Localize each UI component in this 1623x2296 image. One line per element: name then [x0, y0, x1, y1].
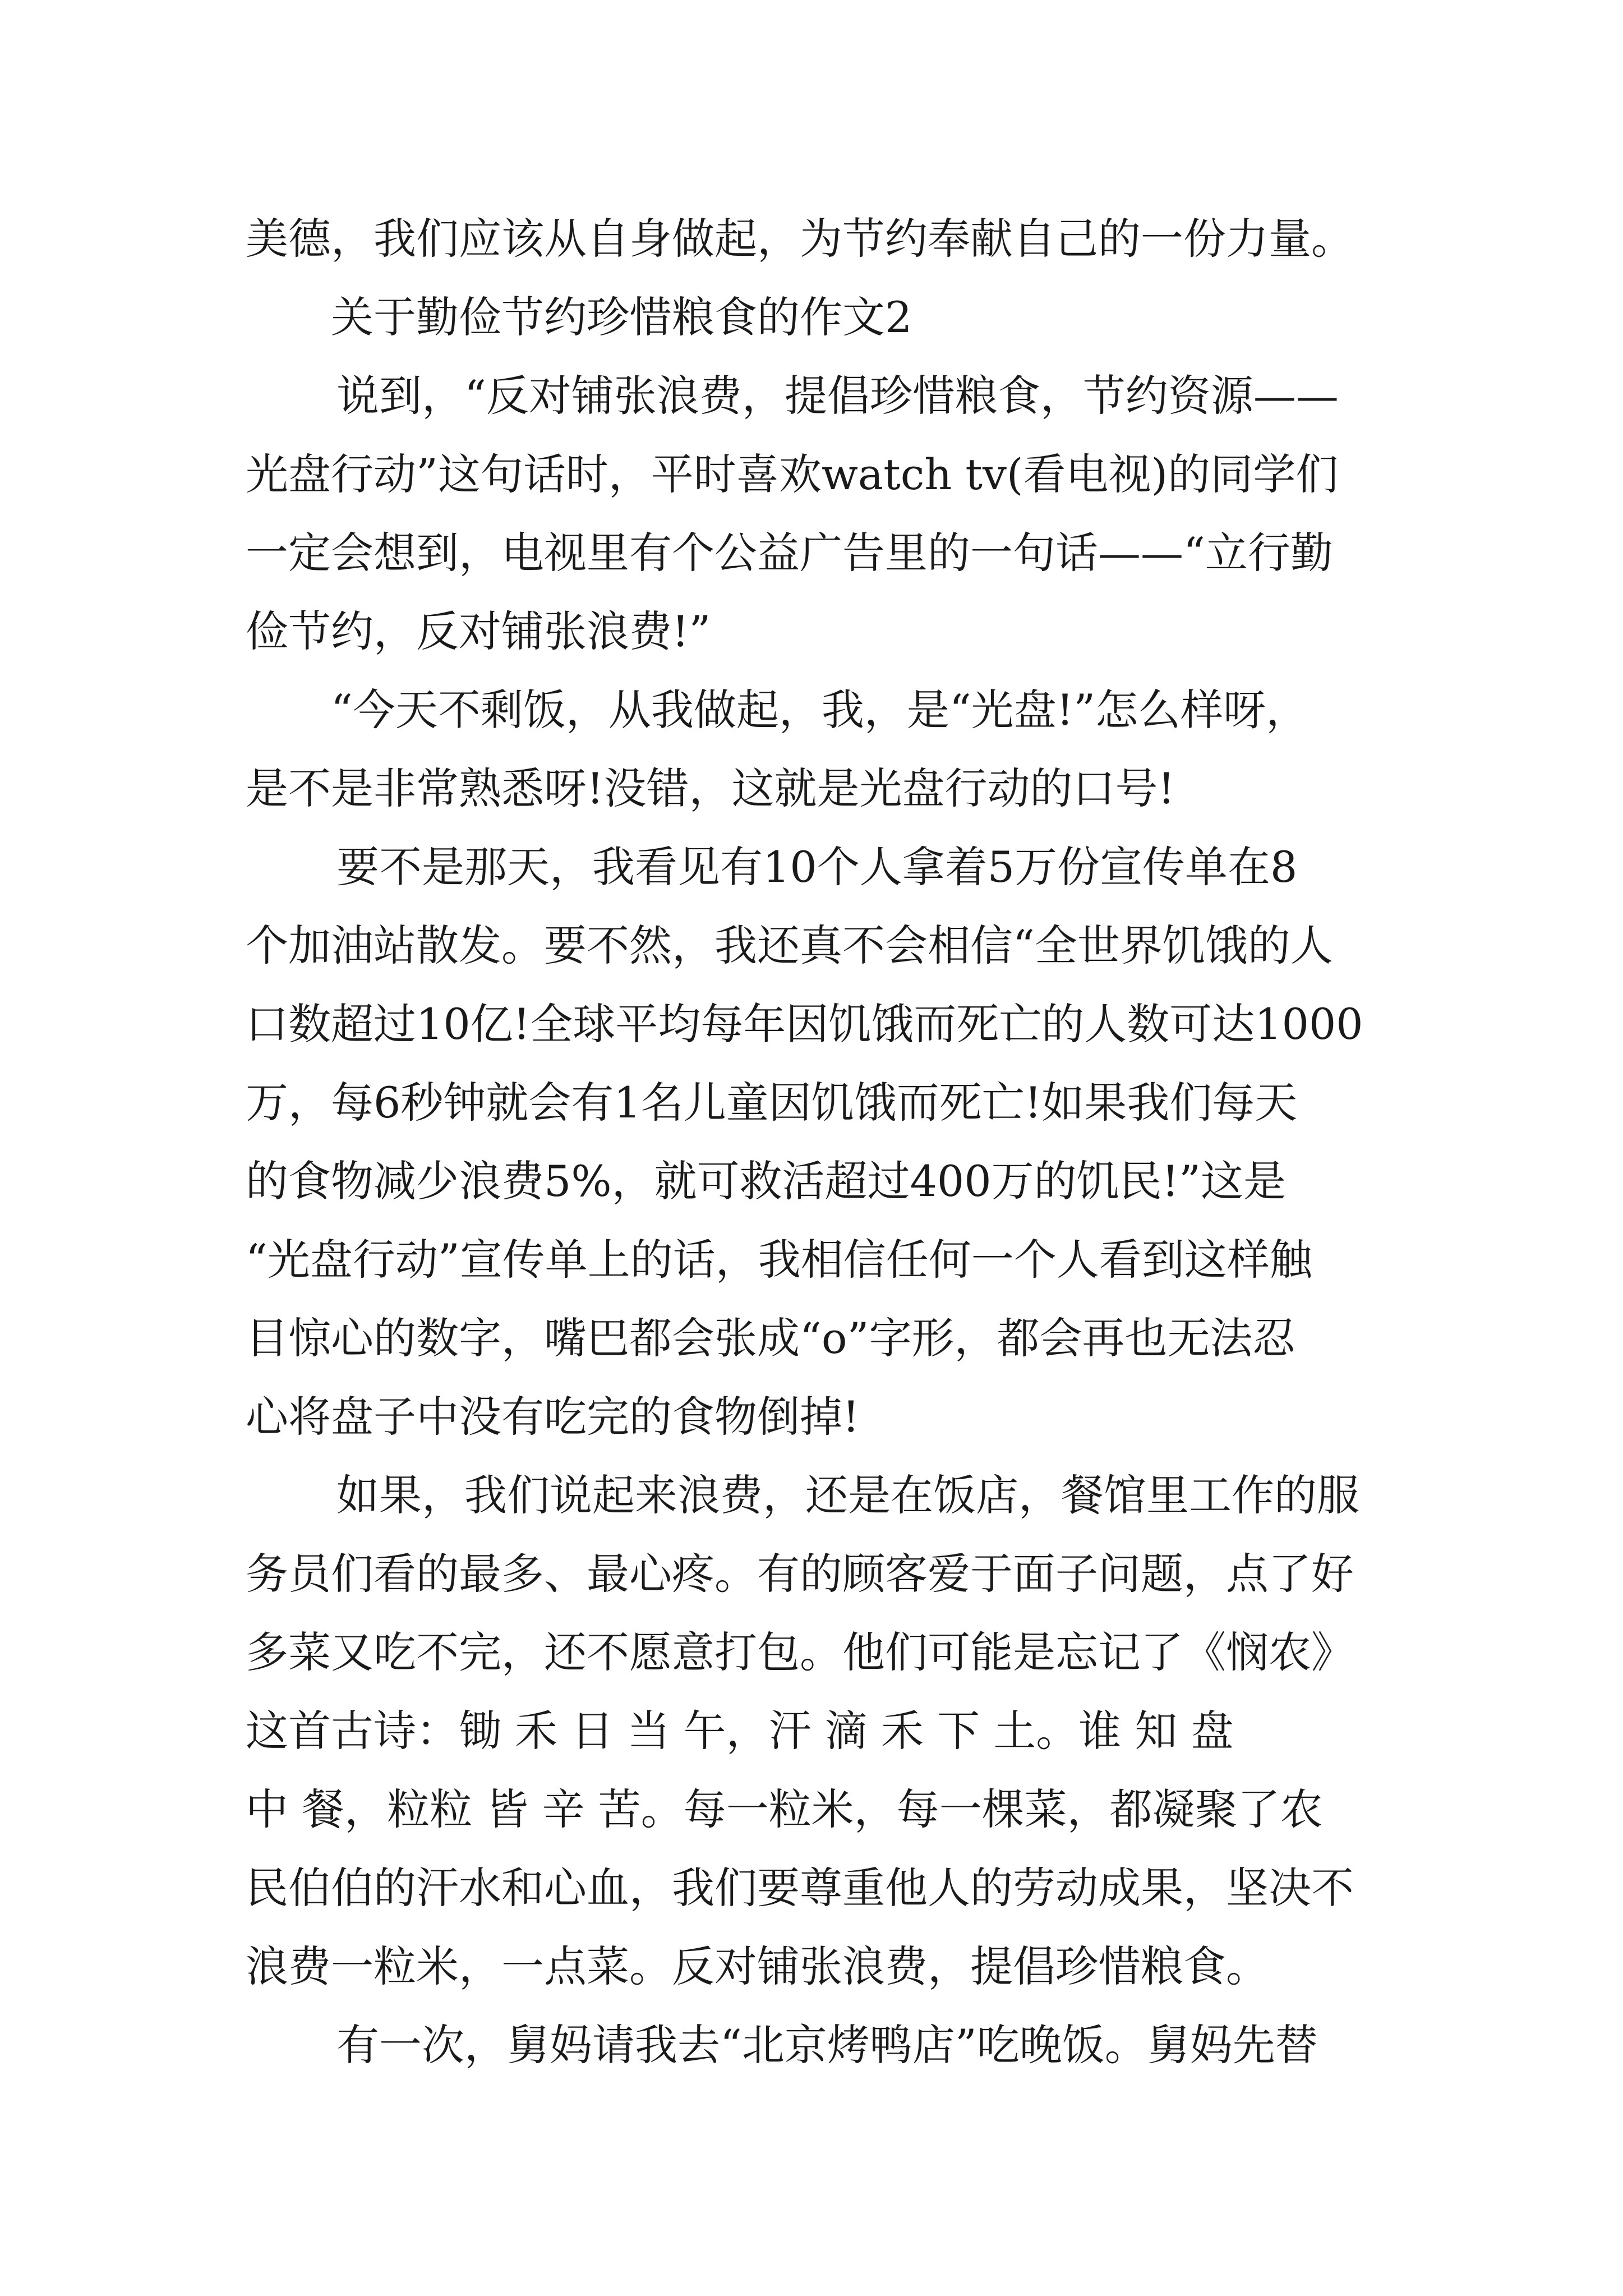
text-line-11: 口数超过10亿!全球平均每年因饥饿而死亡的人数可达1000 [246, 999, 1363, 1049]
text-line-6: 俭节约，反对铺张浪费!” [246, 606, 711, 656]
text-line-4: 光盘行动”这句话时，平时喜欢watch tv(看电视)的同学们 [246, 449, 1339, 499]
text-line-7: “今天不剩饭，从我做起，我，是“光盘!”怎么样呀， [331, 685, 1309, 735]
text-line-23: 浪费一粒米，一点菜。反对铺张浪费，提倡珍惜粮食。 [246, 1941, 1269, 1991]
text-line-24: 有一次，舅妈请我去“北京烤鸭店”吃晚饭。舅妈先替 [336, 2020, 1318, 2070]
text-line-9: 要不是那天，我看见有10个人拿着5万份宣传单在8 [336, 842, 1298, 892]
text-line-21: 中 餐，粒粒 皆 辛 苦。每一粒米，每一棵菜，都凝聚了农 [246, 1784, 1323, 1834]
text-line-15: 目惊心的数字，嘴巴都会张成“o”字形，都会再也无法忍 [246, 1313, 1295, 1363]
text-line-19: 多菜又吃不完，还不愿意打包。他们可能是忘记了《悯农》 [246, 1627, 1354, 1677]
text-line-22: 民伯伯的汗水和心血，我们要尊重他人的劳动成果，坚决不 [246, 1863, 1354, 1913]
text-line-13: 的食物减少浪费5%，就可救活超过400万的饥民!”这是 [246, 1156, 1287, 1206]
text-line-3: 说到，“反对铺张浪费，提倡珍惜粮食，节约资源—— [336, 371, 1339, 421]
text-line-1: 美德，我们应该从自身做起，为节约奉献自己的一份力量。 [246, 214, 1354, 264]
text-line-8: 是不是非常熟悉呀!没错，这就是光盘行动的口号! [246, 763, 1175, 813]
text-line-17: 如果，我们说起来浪费，还是在饭店，餐馆里工作的服 [336, 1470, 1359, 1520]
section-title: 关于勤俭节约珍惜粮食的作文2 [331, 292, 912, 342]
text-line-5: 一定会想到，电视里有个公益广告里的一句话——“立行勤 [246, 528, 1333, 578]
text-line-10: 个加油站散发。要不然，我还真不会相信“全世界饥饿的人 [246, 921, 1333, 970]
text-line-16: 心将盘子中没有吃完的食物倒掉! [246, 1392, 860, 1442]
text-line-18: 务员们看的最多、最心疼。有的顾客爱于面子问题，点了好 [246, 1549, 1354, 1599]
text-line-14: “光盘行动”宣传单上的话，我相信任何一个人看到这样触 [246, 1235, 1312, 1285]
text-line-12: 万，每6秒钟就会有1名儿童因饥饿而死亡!如果我们每天 [246, 1078, 1298, 1128]
text-line-20: 这首古诗：锄 禾 日 当 午，汗 滴 禾 下 土。谁 知 盘 [246, 1706, 1234, 1756]
